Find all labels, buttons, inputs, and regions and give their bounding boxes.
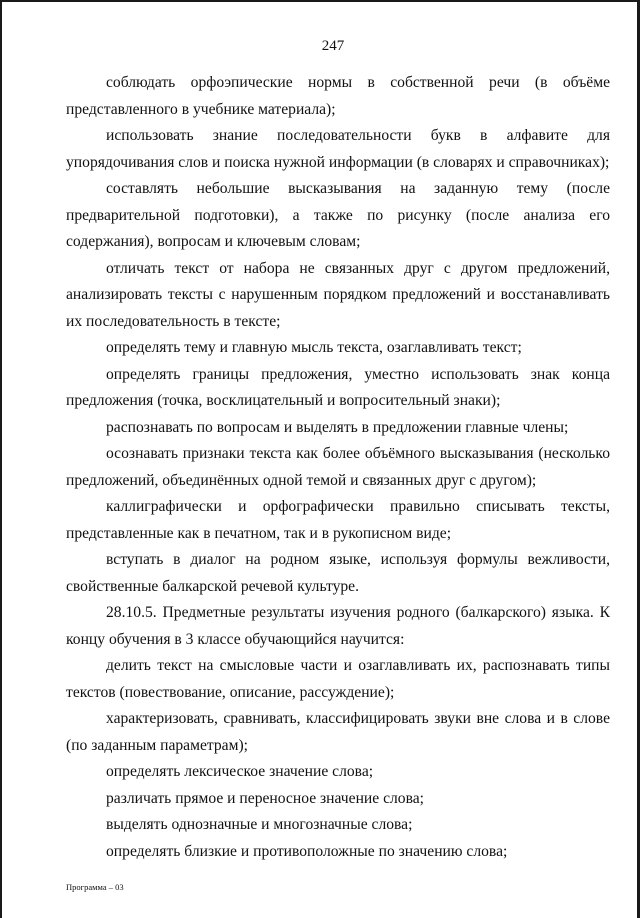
paragraph: различать прямое и переносное значение слова; — [106, 789, 424, 807]
paragraph: каллиграфически и орфографически правильно списывать тексты, представленные как в печатном, так и в рукописном виде; — [66, 498, 610, 542]
paragraph: определять лексическое значение слова; — [106, 763, 374, 780]
paragraph: осознавать признаки текста как более объёмного высказывания (несколько предложений, объединённых одной темой и связанных друг с другом); — [66, 445, 610, 489]
page-number: 247 — [321, 38, 345, 54]
scan-edge-left — [0, 0, 2, 918]
paragraph: определять тему и главную мысль текста, озаглавливать текст; — [106, 339, 522, 356]
paragraph: составлять небольшие высказывания на заданную тему (после предварительной подготовки), а также по рисунку (после анализа его содержания), вопросам и ключевым словам; — [66, 180, 610, 250]
paragraph: использовать знание последовательности букв в алфавите для упорядочивания слов и поиска нужной информации (в словарях и справочниках); — [66, 127, 610, 171]
paragraph: характеризовать, сравнивать, классифицировать звуки вне слова и в слове (по заданным параметрам); — [66, 710, 610, 754]
section-paragraph: 28.10.5. Предметные результаты изучения родного (балкарского) языка. К концу обучения в 3 классе обучающийся научится: — [66, 604, 610, 648]
paragraph: распознавать по вопросам и выделять в предложении главные члены; — [106, 418, 569, 436]
paragraph: определять близкие и противоположные по значению слова; — [106, 842, 508, 860]
paragraph: определять границы предложения, уместно использовать знак конца предложения (точка, восклицательный и вопросительный знаки); — [66, 365, 610, 409]
paragraph: отличать текст от набора не связанных друг с другом предложений, анализировать тексты с нарушенным порядком предложений и восстанавливать их последовательность в тексте; — [66, 259, 610, 330]
paragraph: вступать в диалог на родном языке, используя формулы вежливости, свойственные балкарской речевой культуре. — [66, 551, 610, 595]
paragraph: делить текст на смысловые части и озаглавливать их, распознавать типы текстов (повествование, описание, рассуждение); — [66, 657, 610, 701]
paragraph: выделять однозначные и многозначные слова; — [106, 816, 413, 833]
scan-edge-top — [0, 0, 640, 2]
body-text — [66, 70, 610, 865]
paragraph: соблюдать орфоэпические нормы в собственной речи (в объёме представленного в учебнике материала); — [66, 74, 610, 118]
footer-label: Программа – 03 — [66, 882, 124, 892]
